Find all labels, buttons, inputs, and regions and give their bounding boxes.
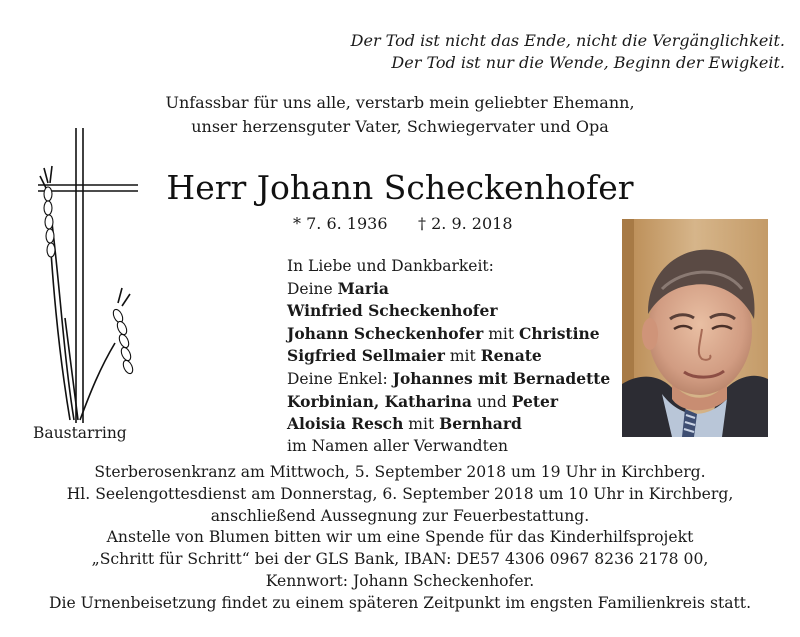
family-line: Sigfried Sellmaier mit Renate <box>287 346 542 366</box>
family-line: im Namen aller Verwandten <box>287 436 508 455</box>
notice-line: Sterberosenkranz am Mittwoch, 5. September 2018 um 19 Uhr in Kirchberg. <box>94 463 706 481</box>
quote <box>250 30 785 74</box>
quote-line: Der Tod ist nicht das Ende, nicht die Vergänglichkeit. <box>350 31 785 50</box>
family-line: Deine Maria <box>287 278 389 298</box>
family-line: Winfried Scheckenhofer <box>287 301 498 321</box>
family-line: Johann Scheckenhofer mit Christine <box>287 323 600 343</box>
cross-with-wheat-icon <box>30 128 145 423</box>
family-line: Aloisia Resch mit Bernhard <box>287 414 522 434</box>
portrait-photo <box>622 219 768 437</box>
notice-line: Die Urnenbeisetzung findet zu einem späteren Zeitpunkt im engsten Familienkreis statt. <box>48 593 752 612</box>
notice-line: anschließend Aussegnung zur Feuerbestattung. <box>210 506 590 525</box>
family-line: In Liebe und Dankbarkeit: <box>287 257 494 275</box>
place-name: Baustarring <box>33 424 127 442</box>
notice-line: Kennwort: Johann Scheckenhofer. <box>265 571 535 590</box>
family-list <box>287 256 610 457</box>
notice-line: Anstelle von Blumen bitten wir um eine Spende für das Kinderhilfsprojekt <box>106 528 694 547</box>
birth-date: * 7. 6. 1936 <box>293 214 388 233</box>
family-line: Korbinian, Katharina und Peter <box>287 391 559 411</box>
quote-line: Der Tod ist nur die Wende, Beginn der Ewigkeit. <box>391 53 785 72</box>
death-date: † 2. 9. 2018 <box>418 214 513 233</box>
intro-text <box>150 91 650 139</box>
notice-line: „Schritt für Schritt“ bei der GLS Bank, IBAN: DE57 4306 0967 8236 2178 00, <box>91 550 709 569</box>
notice-line: Hl. Seelengottesdienst am Donnerstag, 6. September 2018 um 10 Uhr in Kirchberg, <box>66 484 734 503</box>
intro-line: unser herzensguter Vater, Schwiegervater und Opa <box>191 117 609 136</box>
intro-line: Unfassbar für uns alle, verstarb mein geliebter Ehemann, <box>165 93 635 112</box>
deceased-name: Herr Johann Scheckenhofer <box>166 168 634 207</box>
family-line: Deine Enkel: Johannes mit Bernadette <box>287 368 611 388</box>
service-notice <box>0 462 800 615</box>
